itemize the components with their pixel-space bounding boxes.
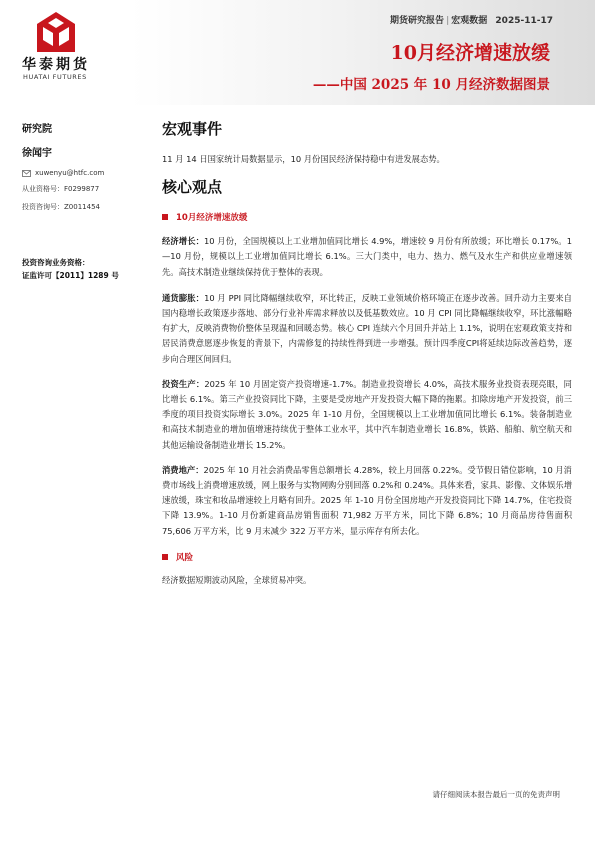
report-subtitle: ——中国 2025 年 10 月经济数据图景	[312, 77, 550, 93]
author-sidebar	[22, 120, 147, 212]
cert-row	[22, 184, 147, 194]
paragraph-text: 10 月 PPI 同比降幅继续收窄，环比转正，反映工业领域价格环境正在逐步改善。回升动力主要来自国内稳增长政策逐步落地、部分行业补库需求释放以及低基数效应。10 月 CPI 同比降幅继续收窄，环比涨幅略有扩大，反映消费物价整体呈现温和回暖态势。核心 CPI 连续六个月回升并站上 1.1%，说明在宏观政策支持和居民消费意愿逐步恢复的背景下，内需修复的持续性得到进一步增强。预计四季度CPI将延续边际改善趋势，逐步向合理区间回归。	[162, 292, 572, 364]
document-meta	[390, 13, 553, 26]
risk-paragraph: 经济数据短期波动风险，全球贸易冲突。	[162, 574, 312, 585]
report-type: 期货研究报告	[389, 16, 444, 26]
license-number: 证监许可【2011】1289 号	[22, 271, 119, 280]
subsection-title: 10月经济增速放缓	[176, 213, 248, 224]
cert-value: F0299877	[64, 185, 100, 193]
main-content	[162, 118, 572, 588]
mail-icon	[22, 170, 31, 177]
paragraph-label: 消费地产：	[162, 464, 204, 475]
invest-cert-label: 投资咨询号：	[22, 203, 64, 211]
company-logo	[22, 12, 107, 82]
paragraph-growth	[162, 234, 572, 280]
paragraph-label: 通货膨胀：	[162, 292, 205, 303]
paragraph-consumption	[162, 463, 572, 539]
brand-name-en: HUATAI FUTURES	[23, 73, 87, 81]
red-square-icon	[162, 554, 168, 560]
brand-name-cn: 华泰期货	[22, 57, 90, 73]
paragraph-text: 10 月份，全国规模以上工业增加值同比增长 4.9%，增速较 9 月份有所放缓；环比增长 0.17%。1—10 月份，规模以上工业增加值同比增长 6.1%。三大门类中，电力、热力、燃气及水生产和供应业增速领先。高技术制造业继续保持优于整体的表现。	[162, 236, 572, 277]
subsection-heading-risk	[162, 551, 572, 563]
business-license	[22, 256, 119, 282]
red-square-icon	[162, 214, 168, 220]
analyst-email[interactable]: xuwenyu@htfc.com	[35, 169, 105, 177]
section-title-views: 核心观点	[162, 178, 223, 197]
subsection-heading-growth	[162, 211, 572, 223]
analyst-name: 徐闻宇	[22, 148, 52, 159]
logo-mark-icon	[37, 12, 75, 52]
event-paragraph: 11 月 14 日国家统计局数据显示，10 月份国民经济保持稳中有进发展态势。	[162, 154, 445, 164]
report-date: 2025-11-17	[495, 16, 553, 26]
paragraph-text: 2025 年 10 月固定资产投资增速-1.7%。制造业投资增长 4.0%，高技术服务业投资表现亮眼，同比增长 6.1%。第三产业投资同比下降，主要是受房地产开发投资大幅下降的拖累。扣除房地产开发投资，前三季度的项目投资实际增长 3.0%。2025 年 1-10 月份，全国规模以上工业增加值同比增长 6.1%。装备制造业和高技术制造业的增加值增速持续优于整体工业水平，其中汽车制造业增长 16.8%，铁路、船舶、航空航天和其他运输设备制造业增长 15.2%。	[162, 378, 572, 450]
paragraph-label: 经济增长：	[162, 236, 204, 247]
paragraph-label: 投资生产：	[162, 378, 205, 389]
analyst-email-row	[22, 169, 147, 177]
cert-label: 从业资格号：	[22, 185, 64, 193]
paragraph-inflation	[162, 291, 572, 367]
invest-cert-row	[22, 202, 147, 212]
report-title: 10月经济增速放缓	[390, 42, 550, 64]
paragraph-investment	[162, 377, 572, 453]
department-name: 研究院	[22, 124, 52, 135]
report-category: 宏观数据	[451, 16, 488, 26]
license-label: 投资咨询业务资格：	[22, 258, 90, 267]
invest-cert-value: Z0011454	[64, 203, 100, 211]
section-title-events: 宏观事件	[162, 120, 223, 138]
paragraph-text: 2025 年 10 月社会消费品零售总额增长 4.28%，较上月回落 0.22%。受节假日错位影响，10 月消费市场线上消费增速放缓，网上服务与实物网购分别回落 0.2%和 0.24%。具体来看，家具、影像、文体娱乐增速放缓，珠宝和妆品增速较上月略有回升。2025 年 1-10 月份全国房地产开发投资同比下降 14.7%，住宅投资下降 13.9%。1-10 月份新建商品房销售面积 71,982 万平方米，同比下降 6.8%；10 月商品房待售面积 75,606 万平方米，比 9 月末减少 322 万平方米，显示库存有所去化。	[162, 464, 572, 536]
subsection-title: 风险	[176, 552, 194, 563]
disclaimer-note: 请仔细阅读本报告最后一页的免责声明	[432, 790, 560, 799]
meta-separator: |	[445, 16, 450, 26]
